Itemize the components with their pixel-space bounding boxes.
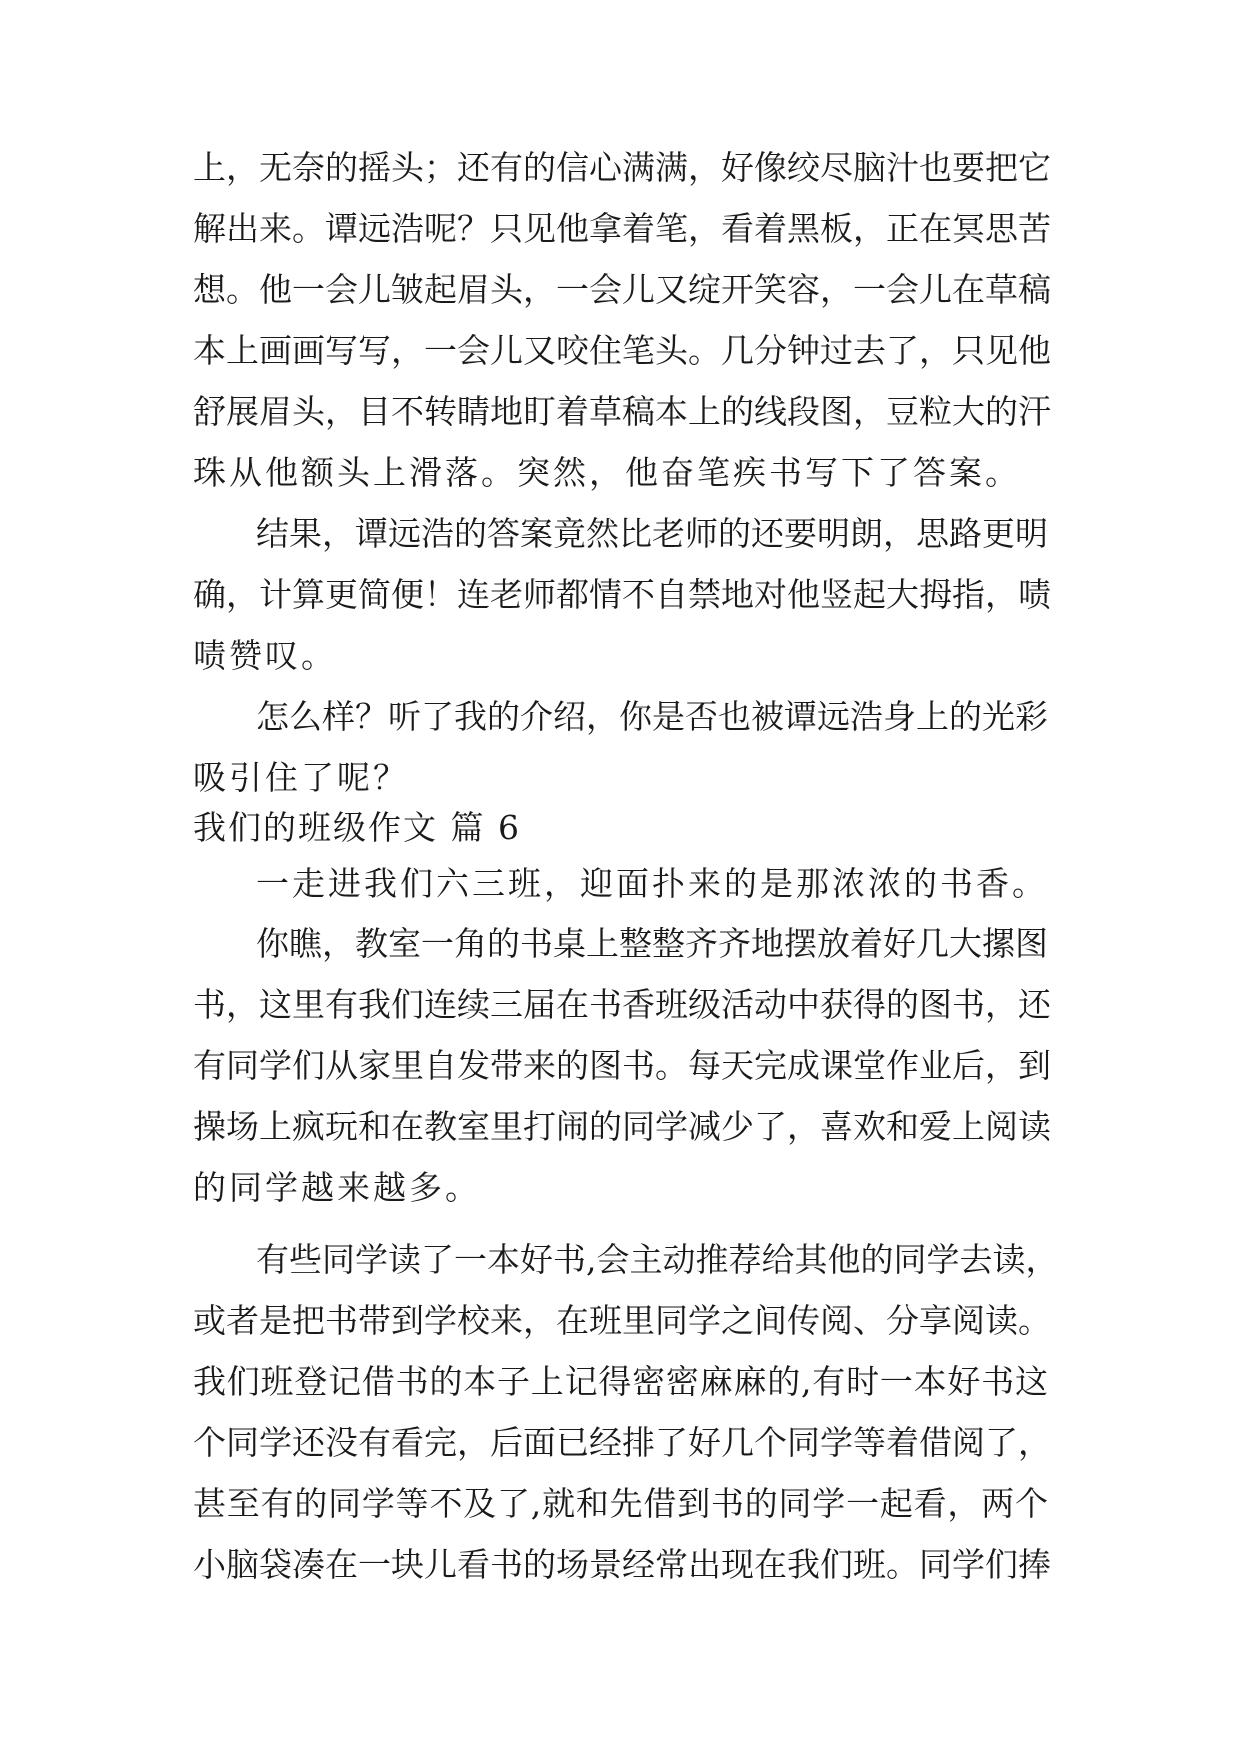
paragraph-first-line: 有些同学读了一本好书,会主动推荐给其他的同学去读，: [256, 1240, 1059, 1279]
text-line: 本上画画写写，一会儿又咬住笔头。几分钟过去了，只见他: [193, 331, 1051, 370]
text-line: 小脑袋凑在一块儿看书的场景经常出现在我们班。同学们捧: [193, 1545, 1051, 1584]
text-line: 啧赞叹。: [193, 636, 337, 675]
text-line: 解出来。谭远浩呢？只见他拿着笔，看着黑板，正在冥思苦: [193, 209, 1051, 248]
text-line: 操场上疯玩和在教室里打闹的同学减少了，喜欢和爱上阅读: [193, 1107, 1051, 1146]
text-line: 确，计算更简便！连老师都情不自禁地对他竖起大拇指，啧: [193, 575, 1051, 614]
text-line: 甚至有的同学等不及了,就和先借到书的同学一起看，两个: [193, 1484, 1048, 1523]
text-line: 书，这里有我们连续三届在书香班级活动中获得的图书，还: [193, 985, 1051, 1024]
text-line: 有同学们从家里自发带来的图书。每天完成课堂作业后，到: [193, 1046, 1051, 1085]
text-line: 上，无奈的摇头；还有的信心满满，好像绞尽脑汁也要把它: [193, 148, 1051, 187]
text-line: 个同学还没有看完，后面已经排了好几个同学等着借阅了，: [193, 1423, 1051, 1462]
paragraph-first-line: 怎么样？听了我的介绍，你是否也被谭远浩身上的光彩: [256, 697, 1048, 736]
paragraph-first-line: 一走进我们六三班，迎面扑来的是那浓浓的书香。: [256, 864, 1048, 903]
text-line: 舒展眉头，目不转睛地盯着草稿本上的线段图，豆粒大的汗: [193, 392, 1051, 431]
paragraph-first-line: 你瞧，教室一角的书桌上整整齐齐地摆放着好几大摞图: [256, 924, 1048, 963]
section-heading: 我们的班级作文 篇 6: [193, 808, 521, 847]
text-line: 珠从他额头上滑落。突然，他奋笔疾书写下了答案。: [193, 453, 1021, 492]
text-line: 想。他一会儿皱起眉头，一会儿又绽开笑容，一会儿在草稿: [193, 270, 1051, 309]
text-line: 吸引住了呢？: [193, 758, 409, 797]
text-line: 或者是把书带到学校来，在班里同学之间传阅、分享阅读。: [193, 1301, 1051, 1340]
paragraph-first-line: 结果，谭远浩的答案竟然比老师的还要明朗，思路更明: [256, 514, 1048, 553]
text-line: 的同学越来越多。: [193, 1168, 481, 1207]
text-line: 我们班登记借书的本子上记得密密麻麻的,有时一本好书这: [193, 1362, 1048, 1401]
